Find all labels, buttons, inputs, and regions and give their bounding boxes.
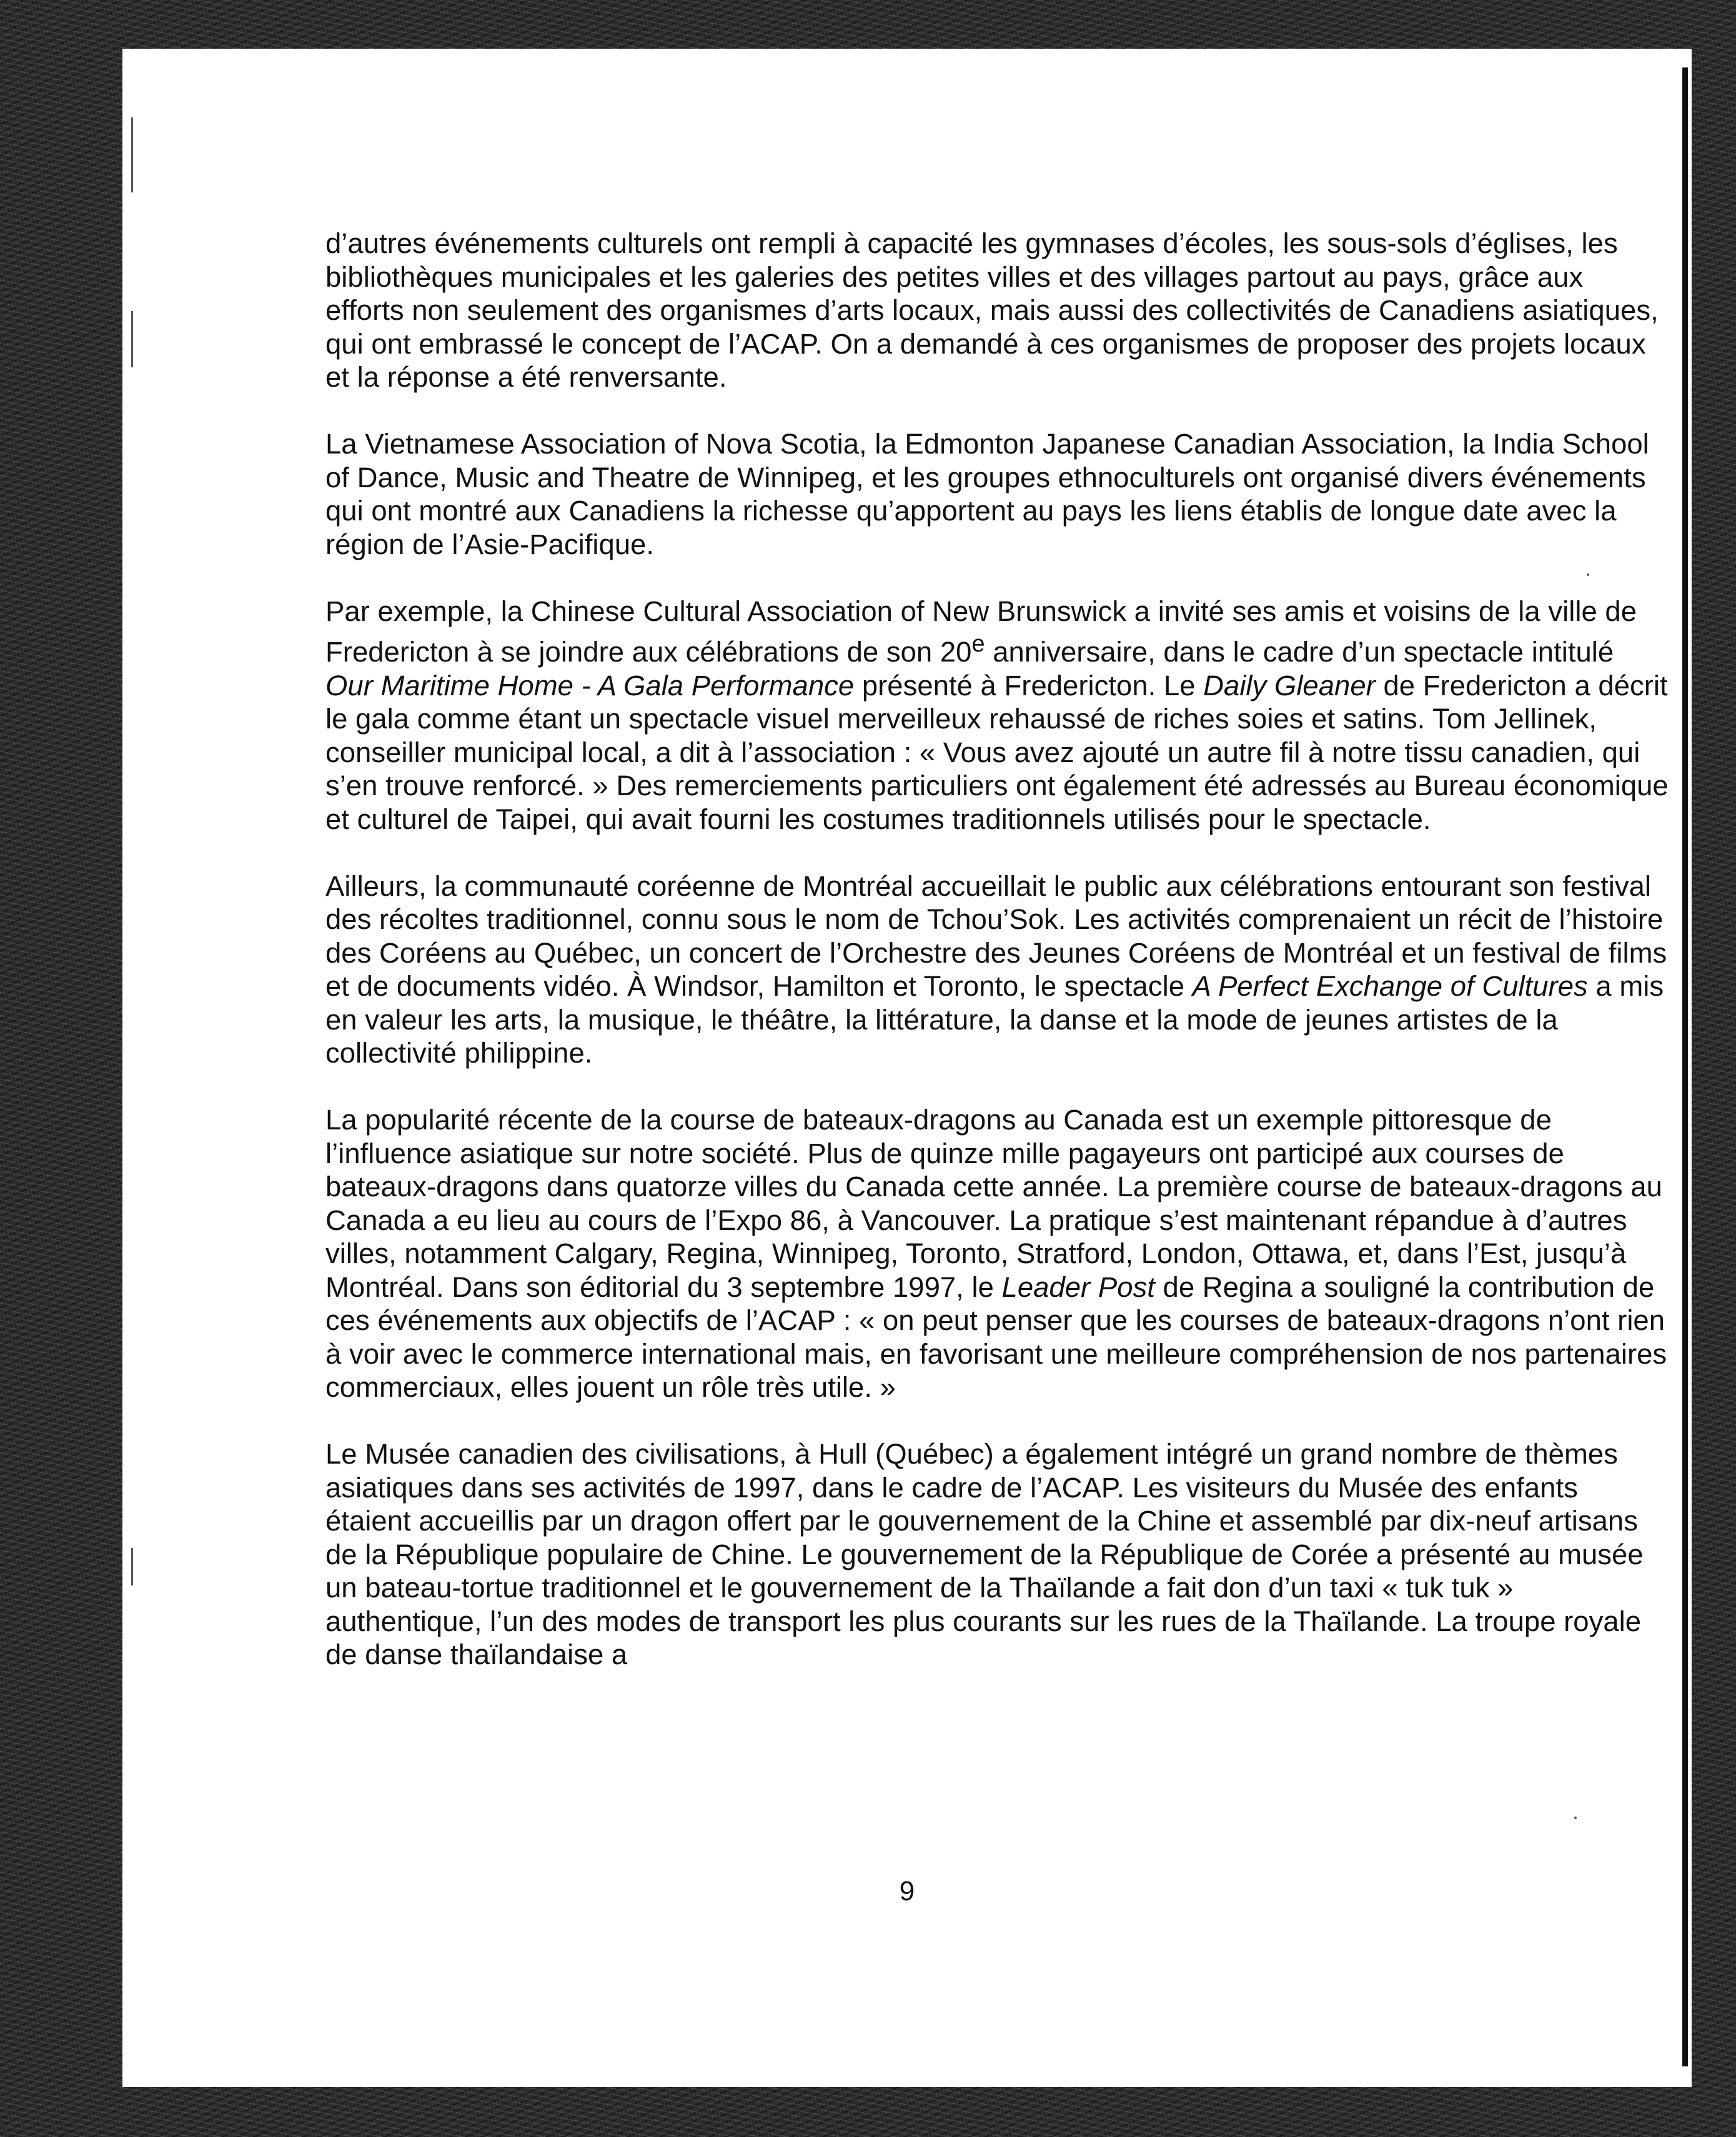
paragraph-text: La popularité récente de la course de bateaux-dragons au Canada est un exemple pittoresque de l’influence asiatique sur notre société. Plus de quinze mille pagayeurs ont participé aux courses de bateaux-dragons dans quatorze villes du Canada cette année. La première course de bateaux-dragons au Canada a eu lieu au cours de l’Expo 86, à Vancouver. La pratique s’est maintenant répandue à d’autres villes, notamment Calgary, Regina, Winnipeg, Toronto, Stratford, London, Ottawa, et, dans l’Est, jusqu’à Montréal. Dans son éditorial du 3 septembre 1997, le	[325, 1104, 1662, 1303]
performance-title: A Perfect Exchange of Cultures	[1192, 970, 1588, 1003]
paragraph: Le Musée canadien des civilisations, à Hull (Québec) a également intégré un grand nombre de thèmes asiatiques dans ses activités de 1997, dans le cadre de l’ACAP. Les visiteurs du Musée des enfants étaient accueillis par un dragon offert par le gouvernement de la Chine et assemblé par dix-neuf artisans de la République populaire de Chine. Le gouvernement de la République de Corée a présenté au musée un bateau-tortue traditionnel et le gouvernement de la Thaïlande a fait don d’un taxi « tuk tuk » authentique, l’un des modes de transport les plus courants sur les rues de la Thaïlande. La troupe royale de danse thaïlandaise a	[325, 1438, 1644, 1671]
document-body	[325, 227, 1669, 1705]
paragraph-text: de Regina a souligné la contribution de ces événements aux objectifs de l’ACAP : « on peut penser que les courses de bateaux-dragons n’ont rien à voir avec le commerce international mais, en favorisant une meilleure compréhension de nos partenaires commerciaux, elles jouent un rôle très utile. »	[325, 1271, 1667, 1404]
newspaper-title: Leader Post	[1001, 1271, 1155, 1303]
page-edge-shadow	[1682, 67, 1688, 2066]
paragraph-text: Ailleurs, la communauté coréenne de Montréal accueillait le public aux célébrations entourant son festival des récoltes traditionnel, connu sous le nom de Tchou’Sok. Les activités comprenaient un récit de l’histoire des Coréens au Québec, un concert de l’Orchestre des Jeunes Coréens de Montréal et un festival de films et de documents vidéo. À Windsor, Hamilton et Toronto, le spectacle	[325, 870, 1667, 1003]
binding-mark	[131, 311, 133, 367]
newspaper-title: Daily Gleaner	[1203, 669, 1376, 702]
binding-mark	[131, 117, 133, 192]
paragraph	[325, 870, 1669, 1070]
ordinal-superscript: e	[971, 631, 985, 657]
binding-mark	[131, 1548, 133, 1585]
paragraph-text: anniversaire, dans le cadre d’un spectacle intitulé	[985, 636, 1614, 668]
paragraph: La Vietnamese Association of Nova Scotia, la Edmonton Japanese Canadian Association, la India School of Dance, Music and Theatre de Winnipeg, et les groupes ethnoculturels ont organisé divers événements qui ont montré aux Canadiens la richesse qu’apportent au pays les liens établis de longue date avec la région de l’Asie-Pacifique.	[325, 428, 1649, 560]
paragraph-text: a mis en valeur les arts, la musique, le théâtre, la littérature, la danse et la mode de jeunes artistes de la collectivité philippine.	[325, 970, 1664, 1069]
scan-speck	[1574, 1817, 1577, 1819]
scanned-page	[122, 49, 1692, 2087]
paragraph	[325, 1103, 1669, 1404]
paragraph	[325, 595, 1669, 836]
paragraph-text: Par exemple, la Chinese Cultural Association of New Brunswick a invité ses amis et voisins de la ville de Fredericton à se joindre aux célébrations de son 20	[325, 595, 1637, 668]
paragraph-text: présenté à Fredericton. Le	[854, 669, 1204, 702]
paragraph-text: de Fredericton a décrit le gala comme étant un spectacle visuel merveilleux rehaussé de riches soies et satins. Tom Jellinek, conseiller municipal local, a dit à l’association : « Vous avez ajouté un autre fil à notre tissu canadien, qui s’en trouve renforcé. » Des remerciements particuliers ont également été adressés au Bureau économique et culturel de Taipei, qui avait fourni les costumes traditionnels utilisés pour le spectacle.	[325, 669, 1669, 835]
performance-title: Our Maritime Home - A Gala Performance	[325, 669, 855, 702]
page-number: 9	[899, 1876, 915, 1906]
paragraph: d’autres événements culturels ont rempli à capacité les gymnases d’écoles, les sous-sols d’églises, les bibliothèques municipales et les galeries des petites villes et des villages partout au pays, grâce aux efforts non seulement des organismes d’arts locaux, mais aussi des collectivités de Canadiens asiatiques, qui ont embrassé le concept de l’ACAP. On a demandé à ces organismes de proposer des projets locaux et la réponse a été renversante.	[325, 227, 1659, 393]
